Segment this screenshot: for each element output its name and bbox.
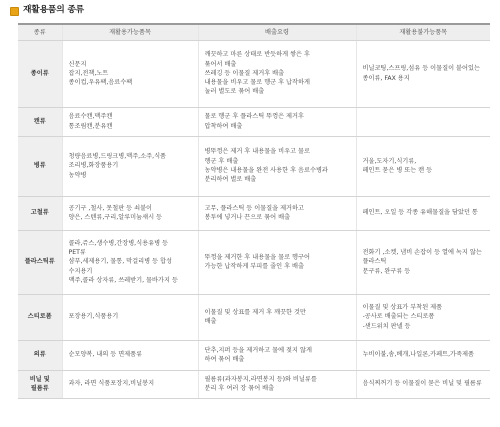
disposal-cell — [198, 370, 356, 398]
table-row — [18, 107, 490, 136]
recyclable-cell — [62, 370, 198, 398]
cell-line: 전화기 ,소켓, 냄비 손잡이 등 열에 녹지 않는 — [362, 249, 482, 257]
table-body — [18, 40, 490, 398]
disposal-cell — [198, 40, 356, 107]
non-recyclable-cell — [356, 107, 490, 136]
cell-line: 물로 헹군 후 플라스틱 뚜껑은 제거후 — [204, 113, 304, 121]
cell-line: -공사로 배출되는 스티로폼 — [362, 313, 435, 321]
cell-line: 이물질 및 상표를 제거 후 깨끗한 것만 — [204, 308, 306, 316]
table-header-row — [18, 24, 490, 40]
cell-line: 샴푸,세제용기, 물통, 막걸리병 등 합성 — [68, 258, 172, 266]
cell-line: 콜라,쥬스,생수병,간장병,식용유병 등 — [68, 239, 168, 247]
table-row — [18, 294, 490, 340]
non-recyclable-cell — [356, 196, 490, 230]
cell-line: -샌드위치 판넬 등 — [362, 322, 411, 330]
cell-line: 잡지,전책,노트 — [68, 69, 109, 77]
non-recyclable-cell — [356, 294, 490, 340]
cell-line: 뚜껑을 제거한 후 내용물을 물로 헹구어 — [204, 253, 310, 261]
table-row — [18, 196, 490, 230]
category-cell — [18, 196, 62, 230]
cell-line: 문구류, 완구류 등 — [362, 267, 411, 275]
recyclable-cell — [62, 40, 198, 107]
table-row — [18, 40, 490, 107]
square-bullet-icon — [10, 7, 19, 16]
cell-line: 수지용기 — [68, 267, 93, 275]
cell-line: 필름류 — [30, 385, 49, 392]
disposal-cell — [198, 340, 356, 370]
cell-line: 배출 — [204, 318, 217, 325]
cell-line: 캔류 — [33, 117, 46, 125]
cell-line: 조리병,화장품용기 — [68, 162, 119, 170]
non-recyclable-cell — [356, 370, 490, 398]
disposal-cell — [198, 230, 356, 294]
category-cell — [18, 136, 62, 196]
cell-line: 쓰레깅 등 이물질 제거후 배출 — [204, 69, 285, 77]
cell-line: 누비이불,솜,베개,나일론,카페트,가죽제품 — [362, 351, 474, 359]
table-row — [18, 340, 490, 370]
disposal-cell — [198, 196, 356, 230]
cell-line: PET류 — [68, 249, 86, 257]
cell-line: 공기구 ,철사, 못철판 등 쇠붙이 — [68, 204, 153, 212]
cell-line: 페인트 묻은 병 또는 캔 등 — [362, 167, 433, 174]
header-disposal: 배출요령 — [198, 24, 356, 40]
cell-line: 가능한 납작하게 부피를 줄인 후 배출 — [204, 263, 304, 270]
cell-line: 분리 후 여러 장 묶어 배출 — [204, 385, 275, 392]
category-cell — [18, 294, 62, 340]
cell-line: 음식찌꺼기 등 이물질이 묻은 비닐 및 필름류 — [362, 380, 482, 388]
category-cell — [18, 370, 62, 398]
cell-line: 필름류(과자봉지,라면봉지 등)와 비닐류를 — [204, 375, 317, 383]
cell-line: 순모양복, 내의 등 면제품류 — [68, 351, 143, 359]
cell-line: 종이류 — [30, 69, 49, 77]
cell-line: 플라스틱 — [362, 258, 387, 266]
cell-line: 눌러 별도로 묶어 배출 — [204, 88, 265, 96]
category-cell — [18, 107, 62, 136]
cell-line: 청량음료병,드링크병,맥주,소주,식품 — [68, 153, 167, 161]
recyclable-cell — [62, 136, 198, 196]
cell-line: 신문지 — [68, 60, 87, 68]
cell-line: 종이류, FAX 용지 — [362, 74, 410, 82]
table-row — [18, 230, 490, 294]
cell-line: 하여 묶어 배출 — [204, 356, 245, 363]
disposal-cell — [198, 136, 356, 196]
cell-line: 의류 — [33, 351, 46, 359]
header-recyclable: 재활용가능품목 — [62, 24, 198, 40]
cell-line: 농약병은 내용물을 완전 사용한 후 음료수병과 — [204, 167, 328, 174]
table-row — [18, 370, 490, 398]
cell-line: 분리하여 별로 배출 — [204, 176, 257, 184]
cell-line: 플라스틱류 — [24, 258, 55, 266]
non-recyclable-cell — [356, 230, 490, 294]
cell-line: 병류 — [33, 162, 46, 170]
recyclable-cell — [62, 196, 198, 230]
cell-line: 농약병 — [68, 171, 87, 179]
cell-line: 양은, 스텐류,구리,알루미늄섀시 등 — [68, 214, 163, 221]
non-recyclable-cell — [356, 340, 490, 370]
category-cell — [18, 40, 62, 107]
cell-line: 고철류 — [30, 209, 49, 217]
non-recyclable-cell — [356, 40, 490, 107]
disposal-cell — [198, 107, 356, 136]
cell-line: 병뚜껑은 제거 후 내용물을 비우고 물로 — [204, 148, 310, 156]
non-recyclable-cell — [356, 136, 490, 196]
recycle-types-table — [18, 23, 490, 399]
cell-line: 맥주,콜라 상자류, 쓰레받기, 물바가지 등 — [68, 276, 178, 284]
recyclable-cell — [62, 230, 198, 294]
header-category: 종류 — [18, 24, 62, 40]
cell-line: 거울,도자기,식기류, — [362, 157, 417, 165]
cell-line: 스티로폼 — [27, 313, 52, 321]
cell-line: 봉투에 넣거나 끈으로 묶어 배출 — [204, 214, 291, 221]
section-heading — [10, 4, 84, 18]
recyclable-cell — [62, 340, 198, 370]
header-non-recyclable: 재활용불가능품목 — [356, 24, 490, 40]
cell-line: 페인트, 오일 등 각종 유해물질을 담았던 통 — [362, 209, 478, 217]
table-row — [18, 136, 490, 196]
cell-line: 비닐코팅,스프링,섬유 등 이물질이 붙어있는 — [362, 65, 480, 73]
cell-line: 비닐 및 — [29, 375, 50, 383]
cell-line: 단추,지퍼 등을 제거하고 물에 젖지 않게 — [204, 346, 312, 354]
section-title: 재활용품의 종류 — [23, 5, 84, 16]
cell-line: 묶어서 배출 — [204, 60, 237, 68]
cell-line: 통조림캔,분유캔 — [68, 122, 113, 130]
recyclable-cell — [62, 294, 198, 340]
cell-line: 깨끗하고 마른 상태로 반듯하게 쌓은 후 — [204, 51, 310, 59]
cell-line: 음료수캔,맥주캔 — [68, 113, 113, 121]
cell-line: 과자, 라면 식품포장지,비닐봉지 — [68, 380, 155, 388]
disposal-cell — [198, 294, 356, 340]
cell-line: 압착하여 배출 — [204, 122, 243, 130]
cell-line: 이물질 및 상표가 부착된 제품 — [362, 304, 443, 312]
cell-line: 고무, 플라스틱 등 이물질을 제거하고 — [204, 204, 304, 212]
recyclable-cell — [62, 107, 198, 136]
cell-line: 헹군 후 배출 — [204, 157, 239, 165]
category-cell — [18, 230, 62, 294]
cell-line: 포장용기,식품용기 — [68, 313, 119, 321]
cell-line: 종이컵,우유팩,음료수팩 — [68, 79, 133, 87]
category-cell — [18, 340, 62, 370]
cell-line: 내용물을 비우고 물로 헹군 후 납작하게 — [204, 79, 310, 87]
